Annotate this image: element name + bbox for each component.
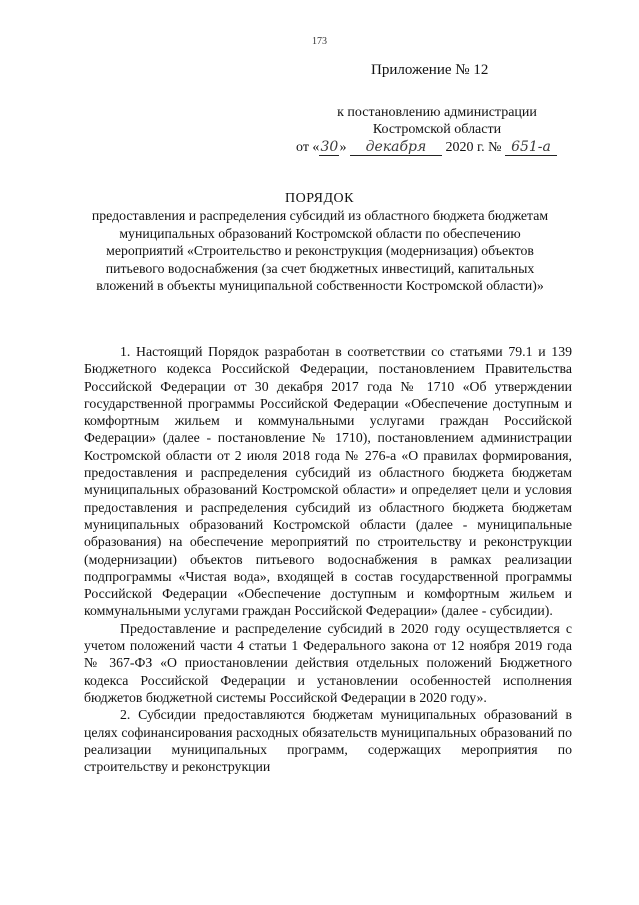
- appendix-label: Приложение № 12: [371, 62, 489, 78]
- resolution-number-handwritten: 651-а: [505, 139, 557, 156]
- date-month-handwritten: декабря: [350, 139, 442, 156]
- date-day-handwritten: 30: [320, 139, 339, 155]
- date-mid: »: [339, 140, 347, 155]
- resolution-line-2: Костромской области: [372, 122, 502, 137]
- paragraph-2: Предоставление и распределение субсидий в 2020 году осуществляется с учетом положений части 4 статьи 1 Федерального закона от 12 ноября 2019 года № 367-ФЗ «О приостановлении действия отдельных положений Бюджетного кодекса Российской Федерации и установлении особенностей исполнения бюджетов бюджетной системы Российской Федерации в 2020 году».: [84, 620, 572, 705]
- document-subtitle: предоставления и распределения субсидий из областного бюджета бюджетам муниципальных образований Костромской области по обеспечению мероприятий «Строительство и реконструкция (модернизация) объектов питьевого водоснабжения (за счет бюджетных инвестиций, капитальных вложений в объекты муниципальной собственности Костромской области)»: [91, 208, 549, 293]
- paragraph-1: 1. Настоящий Порядок разработан в соответствии со статьями 79.1 и 139 Бюджетного кодекса Российской Федерации, постановлением Правительства Российской Федерации от 30 декабря 2017 года № 1710 «Об утверждении государственной программы Российской Федерации «Обеспечение доступным и комфортным жильем и коммунальными услугами граждан Российской Федерации» (далее - постановление № 1710), постановлением администрации Костромской области от 2 июля 2018 года № 276-а «О правилах формирования, предоставления и распределения субсидий из областного бюджета бюджетам муниципальных образований Костромской области» и определяет цели и условия предоставления и распределения субсидий из областного бюджета бюджетам муниципальных образований Костромской области (далее - муниципальные образования) на обеспечение мероприятий по строительству и реконструкции (модернизации) объектов питьевого водоснабжения в рамках реализации подпрограммы «Чистая вода», входящей в состав государственной программы Российской Федерации «Обеспечение доступным и комфортным жильем и коммунальными услугами граждан Российской Федерации» (далее - субсидии).: [84, 344, 572, 619]
- resolution-line-1: к постановлению администрации: [337, 105, 537, 120]
- document-body: [84, 343, 572, 775]
- page-number: 173: [312, 36, 327, 47]
- paragraph-3: 2. Субсидии предоставляются бюджетам муниципальных образований в целях софинансирования расходных обязательств муниципальных образований по реализации муниципальных программ, содержащих мероприятия по строительству и реконструкции: [84, 707, 572, 775]
- document-title: ПОРЯДОК: [285, 191, 354, 206]
- date-year: 2020 г. №: [445, 140, 502, 155]
- resolution-reference: [327, 104, 547, 138]
- date-prefix: от «: [296, 140, 320, 155]
- resolution-date-line: [296, 139, 557, 156]
